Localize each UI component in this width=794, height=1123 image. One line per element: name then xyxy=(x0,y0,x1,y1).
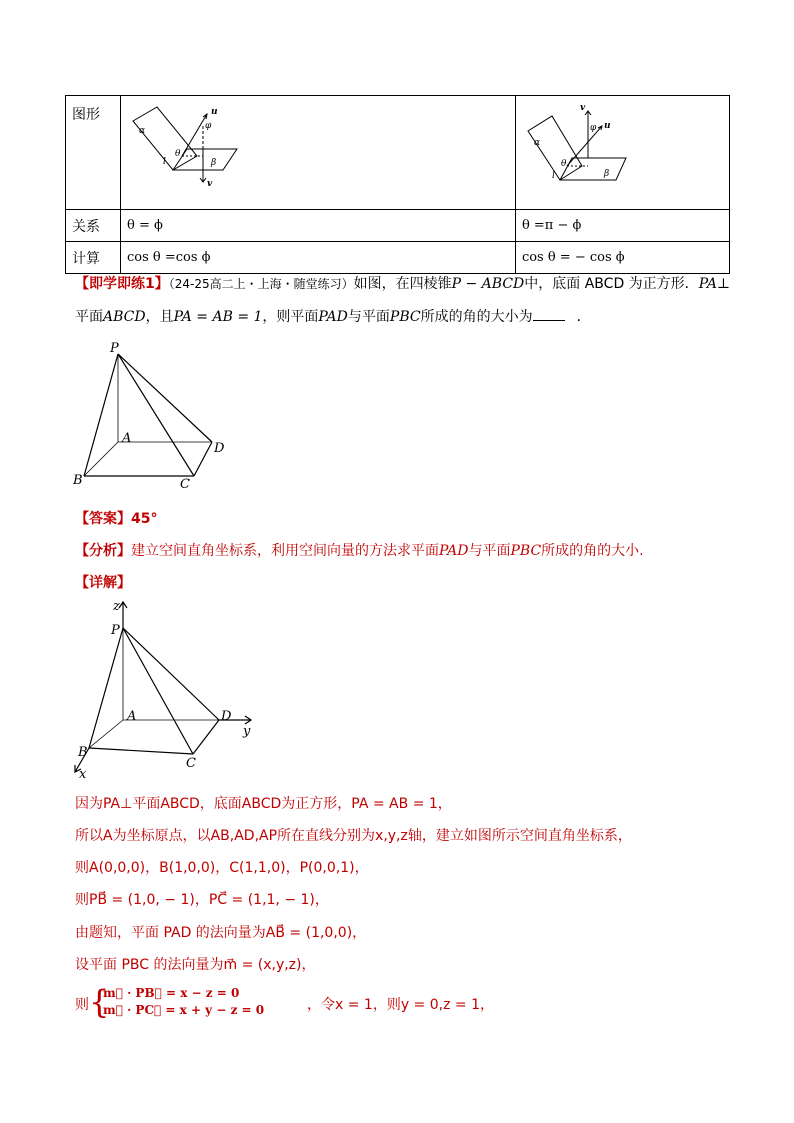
compute-left: cos θ =cos ϕ xyxy=(121,242,516,274)
ex-l2-h: PBC xyxy=(389,309,421,325)
pyramid-axes-figure xyxy=(65,596,265,786)
label-theta-right: θ xyxy=(560,159,567,169)
analysis-d: PBC xyxy=(510,543,542,559)
system-prefix: 则 xyxy=(75,997,89,1013)
ex-l2-end: ． xyxy=(576,309,591,325)
analysis-b: PAD xyxy=(439,543,469,559)
solution-line-4: 则PB⃗ = (1,0, − 1)，PC⃗ = (1,1, − 1)， xyxy=(75,892,329,908)
exercise-line-1 xyxy=(75,273,730,293)
fig2-label-A: A xyxy=(127,709,137,724)
label-phi: φ xyxy=(205,121,212,131)
fig2-label-B: B xyxy=(78,745,88,760)
analysis-c: 与平面 xyxy=(468,543,511,559)
label-u-right: u xyxy=(603,121,611,131)
system-eq1: m⃗ · PB⃗ = x − z = 0 xyxy=(103,986,240,1000)
exercise-math-b: P − ABCD xyxy=(451,276,525,292)
label-v-right: v xyxy=(579,103,586,113)
exercise-line-2 xyxy=(75,306,591,326)
exercise-text-a: 如图，在四棱锥 xyxy=(353,276,452,292)
equation-system xyxy=(75,983,535,1022)
ex-l2-c: ，且 xyxy=(145,309,174,325)
exercise-tag: 【即学即练1】 xyxy=(75,276,169,292)
compute-right: cos θ = − cos ϕ xyxy=(515,242,729,274)
label-v: v xyxy=(207,179,213,189)
label-theta: θ xyxy=(175,149,181,159)
exercise-source: （24-25高二上・上海・随堂练习） xyxy=(168,277,354,291)
fig1-label-A: A xyxy=(122,431,132,446)
fig2-label-x: x xyxy=(79,767,87,782)
label-l-right: l xyxy=(551,171,555,181)
exercise-text-c: 中，底面 ABCD 为正方形． xyxy=(524,276,699,292)
system-suffix: ，令x = 1，则y = 0,z = 1， xyxy=(307,997,494,1013)
figure-cell-right xyxy=(515,96,729,210)
system-brace: { xyxy=(89,983,110,1021)
ex-l2-i: 所成的角的大小为 xyxy=(420,309,533,325)
ex-l2-a: 平面 xyxy=(75,309,103,325)
system-eq2: m⃗ · PC⃗ = x + y − z = 0 xyxy=(103,1003,265,1017)
ex-l2-b: ABCD xyxy=(103,309,146,325)
label-beta: β xyxy=(211,158,217,168)
solution-line-2: 所以A为坐标原点，以AB,AD,AP所在直线分别为x,y,z轴，建立如图所示空间直角坐标系， xyxy=(75,828,632,844)
exercise-math-d: PA⊥ xyxy=(698,276,731,292)
ex-l2-d: PA = AB = 1 xyxy=(173,309,263,325)
row-label-compute: 计算 xyxy=(66,242,121,274)
label-phi-right: φ xyxy=(589,123,597,133)
pyramid-figure xyxy=(70,336,240,496)
detail-tag: 【详解】 xyxy=(75,575,131,591)
row-label-relation: 关系 xyxy=(66,210,121,242)
analysis-a: 建立空间直角坐标系，利用空间向量的方法求平面 xyxy=(131,543,439,559)
label-l: l xyxy=(163,157,166,167)
dihedral-figure-left xyxy=(127,96,507,196)
answer-blank xyxy=(533,306,565,321)
solution-line-5: 由题知，平面 PAD 的法向量为AB⃗ = (1,0,0)， xyxy=(75,925,367,941)
analysis-e: 所成的角的大小. xyxy=(541,543,644,559)
answer-value: 45° xyxy=(131,511,158,527)
figure-cell-left xyxy=(121,96,516,210)
label-alpha: α xyxy=(139,126,146,136)
analysis-line xyxy=(75,540,644,560)
comparison-table xyxy=(65,95,730,274)
fig2-label-P: P xyxy=(111,623,120,638)
fig2-label-C: C xyxy=(186,756,196,771)
row-label-figure: 图形 xyxy=(66,96,121,210)
ex-l2-f: PAD xyxy=(318,309,348,325)
table-row-compute xyxy=(66,242,730,274)
fig1-label-P: P xyxy=(110,341,119,356)
label-u: u xyxy=(211,107,218,117)
fig1-label-D: D xyxy=(214,441,225,456)
label-beta-right: β xyxy=(603,169,610,179)
solution-line-6: 设平面 PBC 的法向量为m⃗ = (x,y,z)， xyxy=(75,957,316,973)
relation-right: θ =π − ϕ xyxy=(515,210,729,242)
ex-l2-g: 与平面 xyxy=(347,309,390,325)
relation-left: θ = ϕ xyxy=(121,210,516,242)
solution-line-3: 则A(0,0,0)，B(1,0,0)，C(1,1,0)，P(0,0,1)， xyxy=(75,860,369,876)
table-row-figure xyxy=(66,96,730,210)
fig2-label-D: D xyxy=(221,709,232,724)
fig1-label-B: B xyxy=(73,473,83,488)
fig2-label-y: y xyxy=(243,724,251,739)
answer-tag: 【答案】 xyxy=(75,511,131,527)
dihedral-figure-right xyxy=(522,96,722,196)
fig2-label-z: z xyxy=(113,599,120,614)
answer-line xyxy=(75,508,157,528)
fig1-label-C: C xyxy=(180,477,190,492)
solution-line-1: 因为PA⊥平面ABCD，底面ABCD为正方形，PA = AB = 1， xyxy=(75,796,452,812)
analysis-tag: 【分析】 xyxy=(75,543,131,559)
label-alpha-right: α xyxy=(533,138,541,148)
ex-l2-e: ，则平面 xyxy=(262,309,319,325)
table-row-relation xyxy=(66,210,730,242)
